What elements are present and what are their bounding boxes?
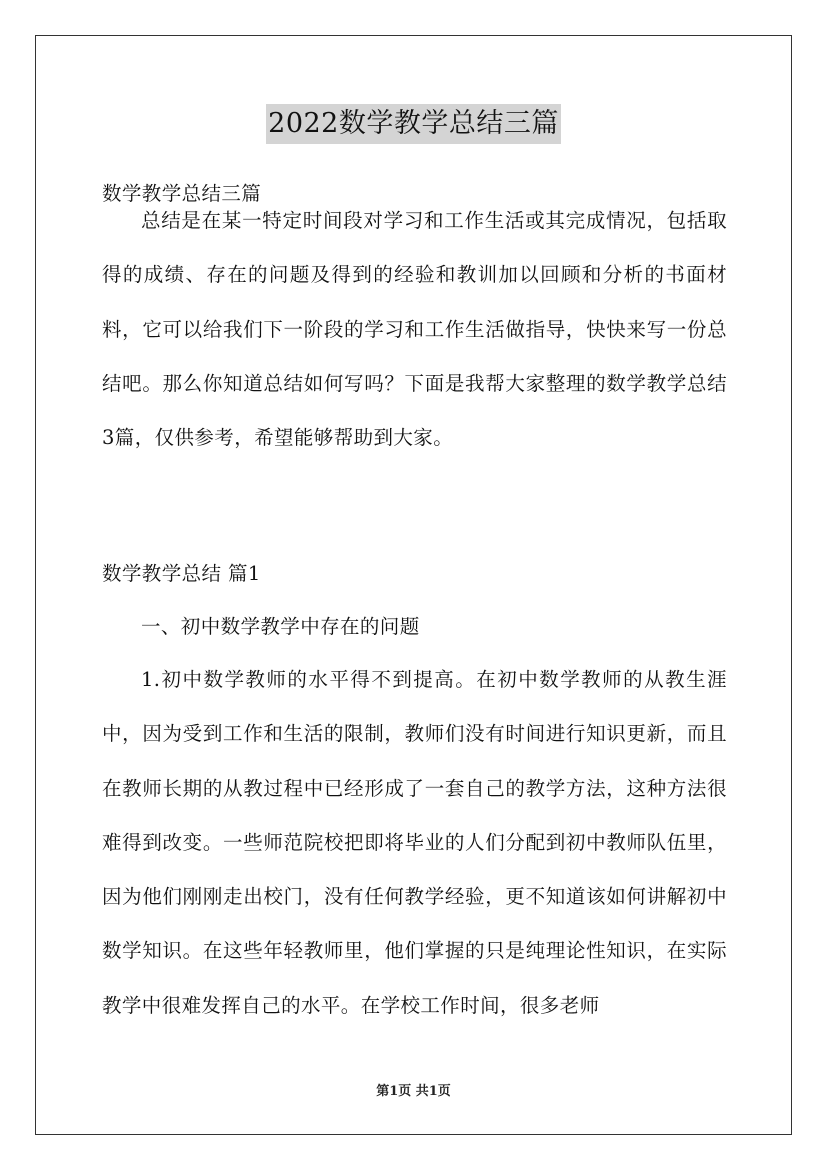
body-paragraph: 1.初中数学教师的水平得不到提高。在初中数学教师的从教生涯中，因为受到工作和生活的限制，教师们没有时间进行知识更新，而且在教师长期的从教过程中已经形成了一套自己的教学方法，这种方法很难得到改变。一些师范院校把即将毕业的人们分配到初中教师队伍里，因为他们刚刚走出校门，没有任何教学经验，更不知道该如何讲解初中数学知识。在这些年轻教师里，他们掌握的只是纯理论性知识，在实际教学中很难发挥自己的水平。在学校工作时间，很多老师	[102, 668, 727, 1017]
section-subheading: 一、初中数学教学中存在的问题	[141, 615, 420, 638]
document-title: 2022数学教学总结三篇	[266, 104, 561, 144]
page-footer: 第1页 共1页	[376, 1084, 451, 1099]
intro-paragraph: 总结是在某一特定时间段对学习和工作生活或其完成情况，包括取得的成绩、存在的问题及得到的经验和教训加以回顾和分析的书面材料，它可以给我们下一阶段的学习和工作生活做指导，快快来写一份总结吧。那么你知道总结如何写吗？下面是我帮大家整理的数学教学总结3篇，仅供参考，希望能够帮助到大家。	[102, 209, 727, 450]
title-container	[0, 104, 827, 144]
section-heading: 数学教学总结 篇1	[102, 562, 261, 585]
document-subtitle: 数学教学总结三篇	[102, 182, 262, 205]
